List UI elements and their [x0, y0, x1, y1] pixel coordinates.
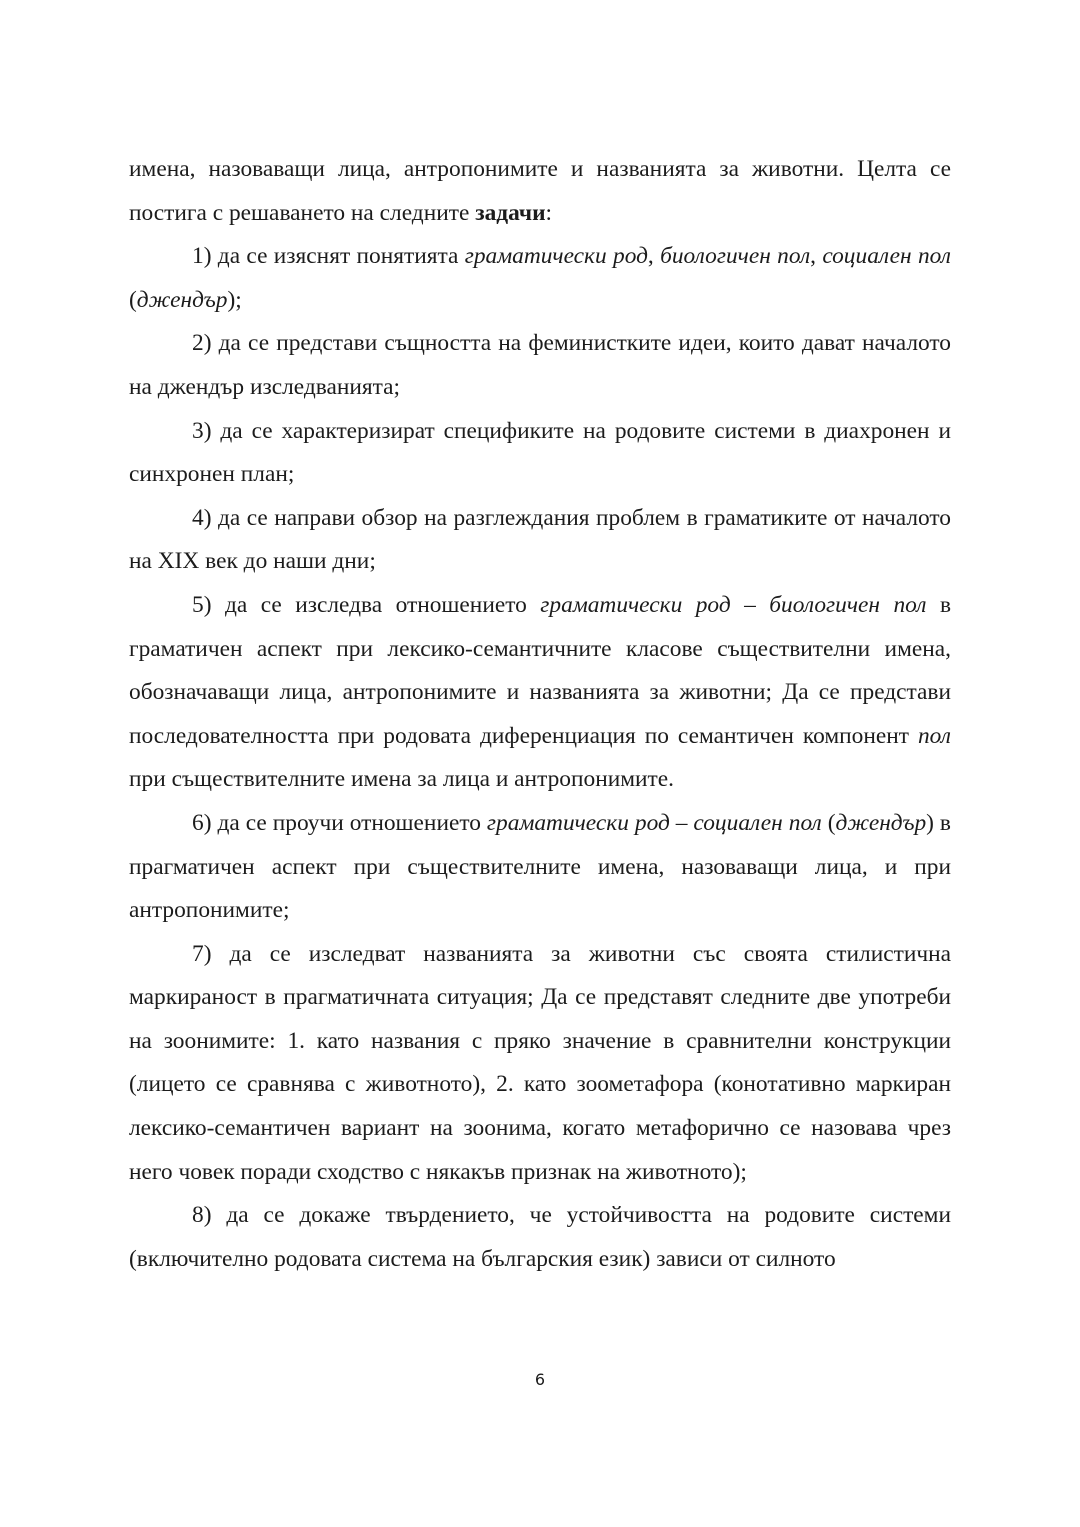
italic-term: джендър [136, 286, 228, 313]
document-body [129, 148, 951, 1281]
list-item-4: 4) да се направи обзор на разглеждания проблем в граматиките от началото на XIX век до наши дни; [129, 504, 951, 575]
list-item-8: 8) да се докаже твърдението, че устойчивостта на родовите системи (включително родовата система на българския език) зависи от силното [129, 1202, 951, 1272]
list-item-3: 3) да се характеризират спецификите на родовите системи в диахронен и синхронен план; [129, 417, 951, 488]
italic-term: социален пол [822, 243, 951, 270]
italic-term: биологичен пол [660, 243, 811, 270]
list-item-1: 1) да се изяснят понятията граматически род, биологичен пол, социален пол (джендър); [129, 243, 951, 313]
italic-term: граматически род [464, 243, 648, 270]
page-number: 6 [534, 1370, 546, 1389]
list-item-6: 6) да се проучи отношението граматически род – социален пол (джендър) в прагматичен аспект при съществителните имена, назоваващи лица, и при антропонимите; [129, 809, 951, 924]
paragraph-intro: имена, назоваващи лица, антропонимите и названията за животни. Целта се постига с решаването на следните задачи: [129, 156, 951, 226]
italic-term: джендър [835, 809, 927, 836]
list-item-5: 5) да се изследва отношението граматически род – биологичен пол в граматичен аспект при лексико-семантичните класове съществителни имена, обозначаващи лица, антропонимите и названията за животни; Да се представи последователността при родовата диференциация по семантичен компонент пол при съществителните имена за лица и антропонимите. [129, 591, 951, 793]
italic-term: пол [917, 722, 951, 749]
list-item-7: 7) да се изследват названията за животни със своята стилистична маркираност в прагматичната ситуация; Да се представят следните две употреби на зоонимите: 1. като названия с пряко значение в сравнителни конструкции (лицето се сравнява с животното), 2. като зоометафора (конотативно маркиран лексико-семантичен вариант на зоонима, когато метафорично се назовава чрез него човек поради сходство с някакъв признак на животното); [129, 940, 951, 1185]
list-item-2: 2) да се представи същността на феминистките идеи, които дават началото на джендър изследванията; [129, 330, 951, 400]
italic-term: граматически род – социален пол [486, 809, 822, 836]
italic-term: граматически род – биологичен пол [540, 591, 927, 618]
bold-term-tasks: задачи [475, 199, 546, 226]
